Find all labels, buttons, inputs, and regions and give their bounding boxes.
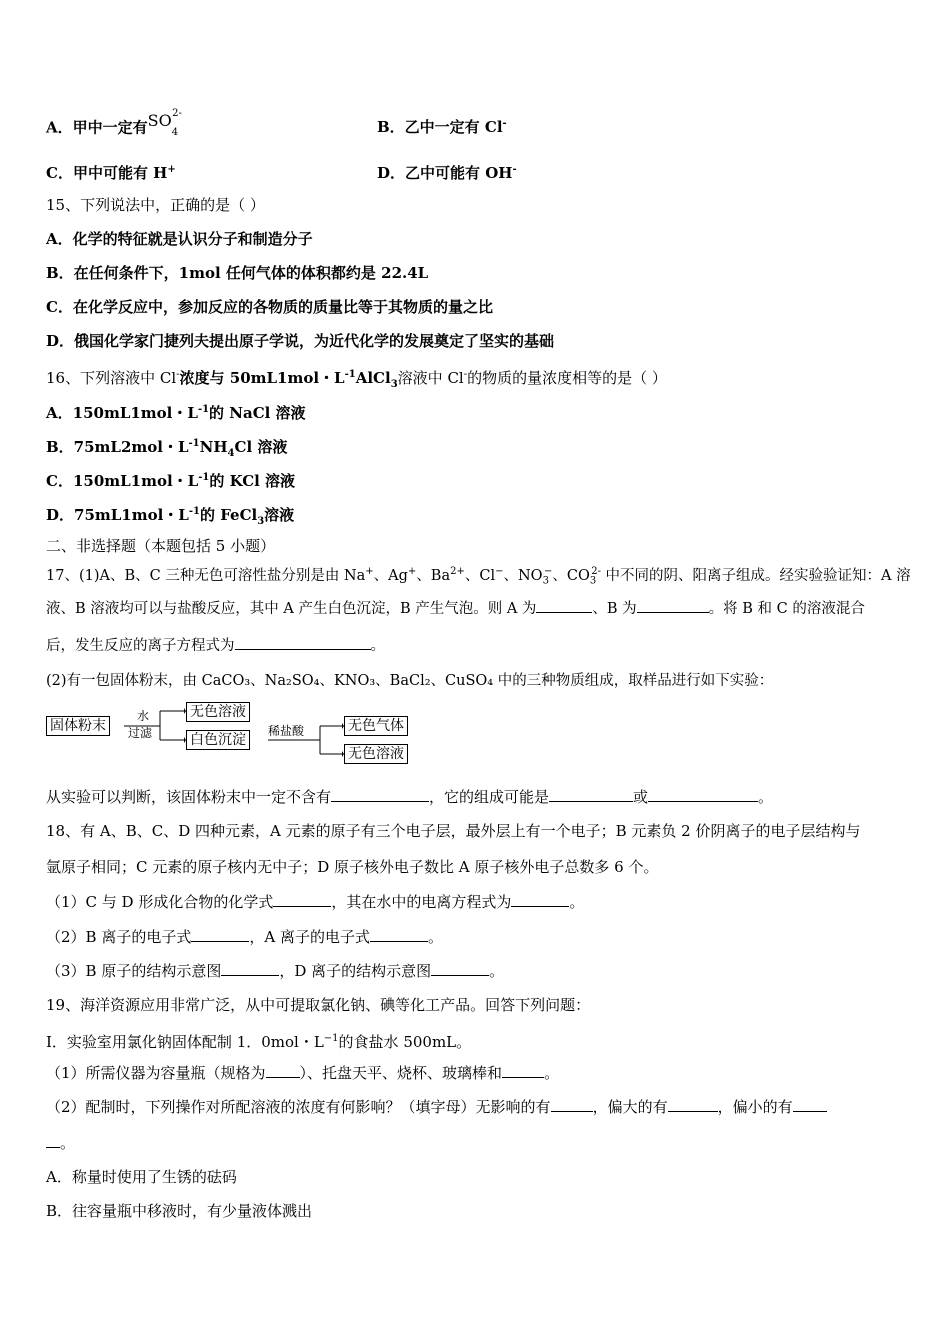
flow-label-acid: 稀盐酸 <box>268 724 305 738</box>
q16-option-b: B．75mL2mol・$L^{-1}NH_4Cl$ 溶液 <box>46 438 288 459</box>
section-heading: 二、非选择题（本题包括 5 小题） <box>46 537 276 555</box>
flow-box-solution-2: 无色溶液 <box>344 744 408 764</box>
q19-line-2: I．实验室用氯化钠固体配制 1．0mol・$L^{-1}$的食盐水 500mL。 <box>46 1033 472 1051</box>
answer-blank-excluded[interactable] <box>331 787 429 802</box>
flow-label-filter: 过滤 <box>128 726 153 740</box>
q19-line-1: 19、海洋资源应用非常广泛，从中可提取氯化钠、碘等化工产品。回答下列问题： <box>46 996 591 1014</box>
q19-option-b: B．往容量瓶中移液时，有少量液体溅出 <box>46 1202 313 1220</box>
q14-option-d: D．乙中可能有 OH- <box>377 164 517 182</box>
q17-line-3: 后，发生反应的离子方程式为 。 <box>46 635 385 656</box>
q15-stem: 15、下列说法中，正确的是（ ） <box>46 196 265 214</box>
answer-blank-19-1b[interactable] <box>502 1063 544 1078</box>
flow-box-start: 固体粉末 <box>46 716 110 736</box>
q19-sub-2-continued: 。 <box>46 1133 75 1153</box>
answer-blank-19-2c-cont[interactable] <box>46 1133 60 1148</box>
answer-blank-19-1a[interactable] <box>266 1063 300 1078</box>
answer-blank-18-2a[interactable] <box>191 927 249 942</box>
answer-blank-18-3a[interactable] <box>221 961 279 976</box>
answer-blank-composition-1[interactable] <box>549 787 633 802</box>
q18-line-2: 氩原子相同；C 元素的原子核内无中子；D 原子核外电子数比 A 原子核外电子总数多 6 个。 <box>46 858 659 876</box>
q15-option-b: B．在任何条件下，1mol 任何气体的体积都约是 22.4L <box>46 264 429 282</box>
q16-option-c: C．150mL1mol・$L^{-1}$的 KCl 溶液 <box>46 472 296 490</box>
q17-line-2: 液、B 溶液均可以与盐酸反应，其中 A 产生白色沉淀，B 产生气泡。则 A 为 、B 为 。将 B 和 C 的溶液混合 <box>46 598 865 619</box>
q14-option-a: A．甲中一定有$SO_4^{2-}$ <box>46 108 182 138</box>
flow-box-solution-1: 无色溶液 <box>186 702 250 722</box>
q19-sub-2: （2）配制时，下列操作对所配溶液的浓度有何影响？（填字母）无影响的有 ，偏大的有 ，偏小的有 <box>46 1097 827 1117</box>
q16-option-a: A．150mL1mol・$L^{-1}$的 NaCl 溶液 <box>46 404 306 422</box>
answer-blank-18-3b[interactable] <box>431 961 489 976</box>
q14-option-c: C．甲中可能有 H+ <box>46 164 176 182</box>
flow-box-precipitate: 白色沉淀 <box>186 730 250 750</box>
q17-line-4: (2)有一包固体粉末，由 CaCO₃、Na₂SO₄、KNO₃、BaCl₂、CuSO₄ 中的三种物质组成，取样品进行如下实验： <box>46 673 774 689</box>
answer-blank-19-2a[interactable] <box>551 1097 593 1112</box>
answer-blank-18-1a[interactable] <box>273 892 331 907</box>
answer-blank-18-1b[interactable] <box>511 892 569 907</box>
q17-line-1: 17、(1)A、B、C 三种无色可溶性盐分别是由 Na+、Ag+、$Ba^{2+}$、Cl−、$NO_3^-$、$CO_3^{2-}$ 中不同的阴、阳离子组成。经实验验证知：A 溶 <box>46 566 911 587</box>
q14-option-b: B．乙中一定有 Cl- <box>377 118 507 136</box>
q15-option-a: A．化学的特征就是认识分子和制造分子 <box>46 230 313 248</box>
q18-line-1: 18、有 A、B、C、D 四种元素，A 元素的原子有三个电子层，最外层上有一个电子；B 元素负 2 价阴离子的电子层结构与 <box>46 822 861 840</box>
answer-blank-19-2b[interactable] <box>668 1097 718 1112</box>
q19-option-a: A．称量时使用了生锈的砝码 <box>46 1168 237 1186</box>
q17-line-5: 从实验可以判断，该固体粉末中一定不含有 ，它的组成可能是 或 。 <box>46 788 774 806</box>
q16-option-d: D．75mL1mol・$L^{-1}$的 FeCl$_3$溶液 <box>46 506 295 527</box>
q18-sub-2: （2）B 离子的电子式 ，A 离子的电子式 。 <box>46 928 443 946</box>
answer-blank-19-2c[interactable] <box>793 1097 827 1112</box>
q16-stem: 16、下列溶液中 Cl-浓度与 50mL1mol・$L^{-1}AlCl_3$溶液中 Cl-的物质的量浓度相等的是（ ） <box>46 369 667 390</box>
q15-option-d: D．俄国化学家门捷列夫提出原子学说，为近代化学的发展奠定了坚实的基础 <box>46 332 555 350</box>
q18-sub-3: （3）B 原子的结构示意图 ，D 离子的结构示意图 。 <box>46 962 505 980</box>
flow-label-water: 水 <box>137 709 150 723</box>
q15-option-c: C．在化学反应中，参加反应的各物质的质量比等于其物质的量之比 <box>46 298 493 316</box>
q18-sub-1: （1）C 与 D 形成化合物的化学式 ，其在水中的电离方程式为 。 <box>46 893 585 911</box>
flow-box-gas: 无色气体 <box>344 716 408 736</box>
answer-blank-18-2b[interactable] <box>370 927 428 942</box>
q19-sub-1: （1）所需仪器为容量瓶（规格为 ）、托盘天平、烧杯、玻璃棒和 。 <box>46 1064 560 1082</box>
answer-blank-composition-2[interactable] <box>648 787 758 802</box>
